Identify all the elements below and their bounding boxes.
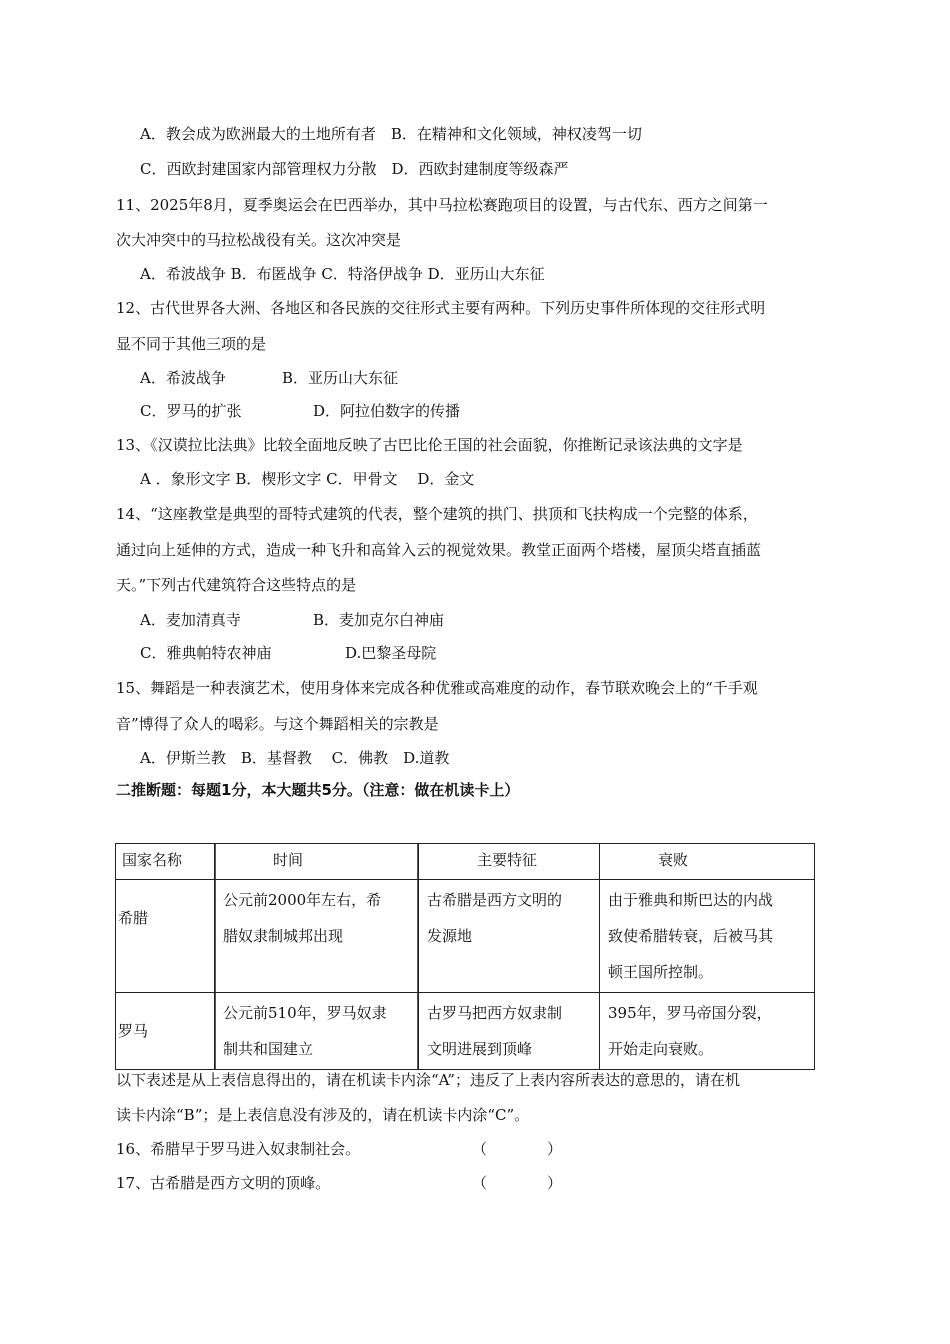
q16-answer-blank[interactable]: （ ） xyxy=(472,1140,563,1158)
greece-feature-line2: 发源地 xyxy=(427,927,473,945)
q12-stem-line2: 显不同于其他三项的是 xyxy=(116,335,267,353)
q10-options-line1: A．教会成为欧洲最大的土地所有者 B．在精神和文化领域，神权凌驾一切 xyxy=(140,125,642,143)
q17-stem: 17、古希腊是西方文明的顶峰。 xyxy=(116,1174,331,1192)
q17-answer-blank[interactable]: （ ） xyxy=(472,1174,563,1192)
q11-options: A．希波战争 B．布匿战争 C．特洛伊战争 D．亚历山大东征 xyxy=(140,265,545,283)
row-greece-decline xyxy=(600,880,815,993)
greece-time-line2: 腊奴隶制城邦出现 xyxy=(223,927,344,945)
q13-options: A ．象形文字 B．楔形文字 C．甲骨文 D．金文 xyxy=(140,470,475,488)
header-country: 国家名称 xyxy=(116,844,215,880)
greece-decline-line1: 由于雅典和斯巴达的内战 xyxy=(608,891,774,909)
rome-feature-line2: 文明进展到顶峰 xyxy=(427,1040,533,1058)
row-greece-time xyxy=(215,880,419,993)
q11-stem-line1: 11、2025年8月，夏季奥运会在巴西举办，其中马拉松赛跑项目的设置，与古代东、西方之间第一 xyxy=(116,196,768,214)
q14-option-c: C．雅典帕特农神庙 xyxy=(140,644,272,662)
q14-stem-line1: 14、“这座教堂是典型的哥特式建筑的代表，整个建筑的拱门、拱顶和飞扶构成一个完整的体系， xyxy=(116,505,758,523)
table-row xyxy=(116,880,815,993)
q12-option-d: D．阿拉伯数字的传播 xyxy=(313,402,461,420)
q12-option-c: C．罗马的扩张 xyxy=(140,402,242,420)
row-rome-name: 罗马 xyxy=(116,993,215,1070)
row-greece-feature xyxy=(419,880,600,993)
q16-stem: 16、希腊早于罗马进入奴隶制社会。 xyxy=(116,1140,361,1158)
rome-time-line2: 制共和国建立 xyxy=(223,1040,314,1058)
instructions-line1: 以下表述是从上表信息得出的，请在机读卡内涂“A”；违反了上表内容所表达的意思的，请在机 xyxy=(116,1071,740,1089)
row-rome-decline xyxy=(600,993,815,1070)
greece-feature-line1: 古希腊是西方文明的 xyxy=(427,891,563,909)
header-time: 时间 xyxy=(215,844,419,880)
rome-decline-line1: 395年，罗马帝国分裂， xyxy=(608,1004,772,1022)
q12-option-b: B．亚历山大东征 xyxy=(282,369,399,387)
instructions-line2: 读卡内涂“B”；是上表信息没有涉及的，请在机读卡内涂“C”。 xyxy=(116,1106,530,1124)
q14-stem-line3: 天。”下列古代建筑符合这些特点的是 xyxy=(116,576,357,594)
table-row xyxy=(116,993,815,1070)
rome-decline-line2: 开始走向衰败。 xyxy=(608,1040,714,1058)
q10-options-line2: C．西欧封建国家内部管理权力分散 D．西欧封建制度等级森严 xyxy=(140,160,569,178)
q14-option-a: A．麦加清真寺 xyxy=(140,611,241,629)
rome-feature-line1: 古罗马把西方奴隶制 xyxy=(427,1004,563,1022)
header-decline: 衰败 xyxy=(600,844,815,880)
table-header-row xyxy=(116,844,815,880)
q14-option-d: D.巴黎圣母院 xyxy=(345,644,437,662)
q14-option-b: B．麦加克尔白神庙 xyxy=(313,611,445,629)
rome-time-line1: 公元前510年，罗马奴隶 xyxy=(223,1004,387,1022)
greece-time-line1: 公元前2000年左右，希 xyxy=(223,891,382,909)
header-feature: 主要特征 xyxy=(419,844,600,880)
q15-options: A．伊斯兰教 B．基督教 C．佛教 D.道教 xyxy=(140,749,450,767)
row-rome-feature xyxy=(419,993,600,1070)
q11-stem-line2: 次大冲突中的马拉松战役有关。这次冲突是 xyxy=(116,231,402,249)
greece-decline-line3: 顿王国所控制。 xyxy=(608,963,714,981)
q15-stem-line2: 音”博得了众人的喝彩。与这个舞蹈相关的宗教是 xyxy=(116,715,439,733)
history-table xyxy=(115,843,815,1070)
q12-option-a: A．希波战争 xyxy=(140,369,226,387)
greece-decline-line2: 致使希腊转衰，后被马其 xyxy=(608,927,774,945)
row-greece-name: 希腊 xyxy=(116,880,215,993)
row-rome-time xyxy=(215,993,419,1070)
q14-stem-line2: 通过向上延伸的方式，造成一种飞升和高耸入云的视觉效果。教堂正面两个塔楼，屋顶尖塔直插蓝 xyxy=(116,541,762,559)
q13-stem: 13、《汉谟拉比法典》比较全面地反映了古巴比伦王国的社会面貌，你推断记录该法典的文字是 xyxy=(116,436,743,454)
q12-stem-line1: 12、古代世界各大洲、各地区和各民族的交往形式主要有两种。下列历史事件所体现的交往形式明 xyxy=(116,299,766,317)
q15-stem-line1: 15、舞蹈是一种表演艺术，使用身体来完成各种优雅或高难度的动作，春节联欢晚会上的“千手观 xyxy=(116,679,758,697)
section2-heading: 二推断题：每题1分，本大题共5分。（注意：做在机读卡上） xyxy=(116,781,520,799)
